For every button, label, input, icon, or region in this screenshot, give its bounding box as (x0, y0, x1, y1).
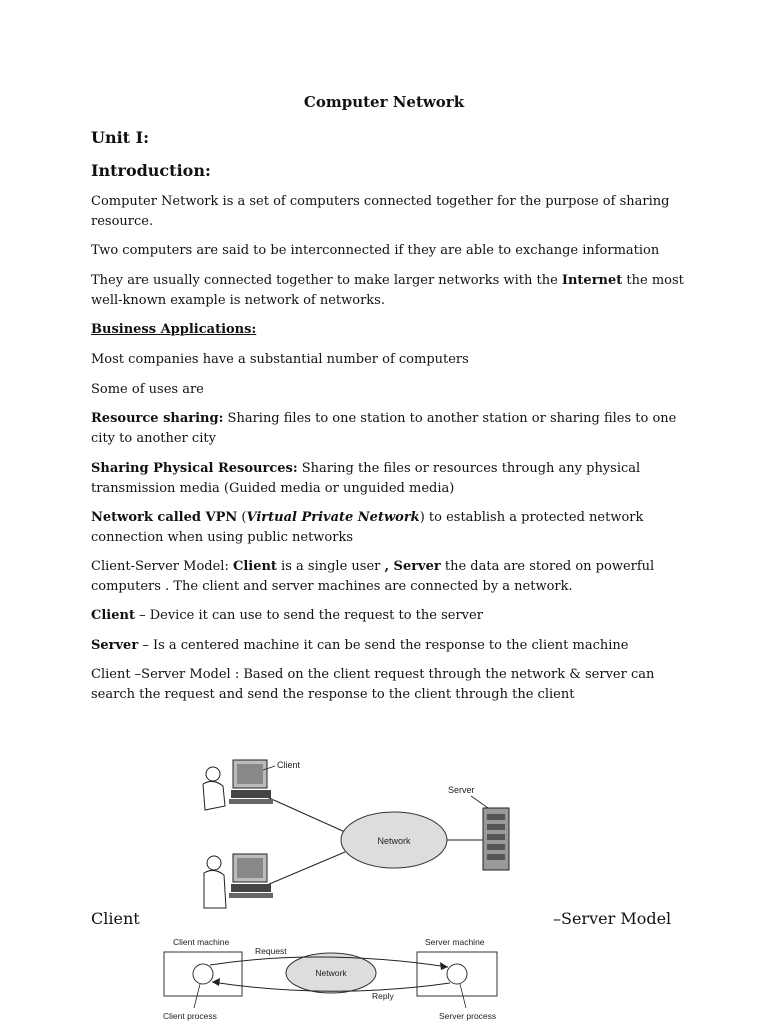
caption-right: –Server Model (553, 909, 672, 928)
network-label-2: Network (315, 968, 347, 978)
server-process-circle (447, 964, 467, 984)
server-tower (483, 808, 509, 870)
request-label: Request (255, 946, 287, 956)
server-definition: Server – Is a centered machine it can be send the response to the client machine (91, 638, 629, 653)
business-heading: Business Applications: (91, 322, 257, 337)
vpn-item: Network called VPN (Virtual Private Network) to establish a protected network connection when using public networks (91, 510, 644, 545)
paragraph-uses: Some of uses are (91, 382, 204, 397)
request-reply-figure (160, 934, 505, 1024)
client-server-summary: Client –Server Model : Based on the client request through the network & server can search the request and send the response to the client through the client (91, 667, 655, 702)
client-computer-1 (203, 760, 273, 810)
paragraph-companies: Most companies have a substantial number of computers (91, 352, 469, 367)
client-server-model-item: Client-Server Model: Client is a single user , Server the data are stored on powerful computers . The client and server machines are connected by a network. (91, 559, 655, 594)
server-machine-label: Server machine (425, 937, 485, 947)
paragraph-definition: Computer Network is a set of computers connected together for the purpose of sharing resource. (91, 194, 670, 229)
server-label: Server (448, 785, 475, 795)
paragraph-interconnected: Two computers are said to be interconnected if they are able to exchange information (91, 243, 660, 258)
paragraph-internet: They are usually connected together to make larger networks with the Internet the most well-known example is network of networks. (91, 273, 684, 308)
unit-heading: Unit I: (91, 128, 150, 147)
client-machine-label: Client machine (173, 937, 230, 947)
page-title: Computer Network (303, 93, 465, 111)
reply-label: Reply (372, 991, 394, 1001)
server-process-label: Server process (439, 1011, 497, 1021)
client-definition: Client – Device it can use to send the request to the server (91, 608, 483, 623)
caption-left: Client (91, 909, 140, 928)
network-label: Network (377, 836, 411, 846)
client-process-label: Client process (163, 1011, 217, 1021)
client-computer-2 (204, 854, 273, 908)
client-process-circle (193, 964, 213, 984)
resource-sharing-item: Resource sharing: Sharing files to one station to another station or sharing files to one city to another city (91, 411, 677, 446)
client-server-figure (195, 752, 525, 912)
intro-heading: Introduction: (91, 161, 211, 180)
physical-resources-item: Sharing Physical Resources: Sharing the files or resources through any physical transmission media (Guided media or unguided media) (91, 461, 641, 496)
client-label: Client (277, 760, 301, 770)
